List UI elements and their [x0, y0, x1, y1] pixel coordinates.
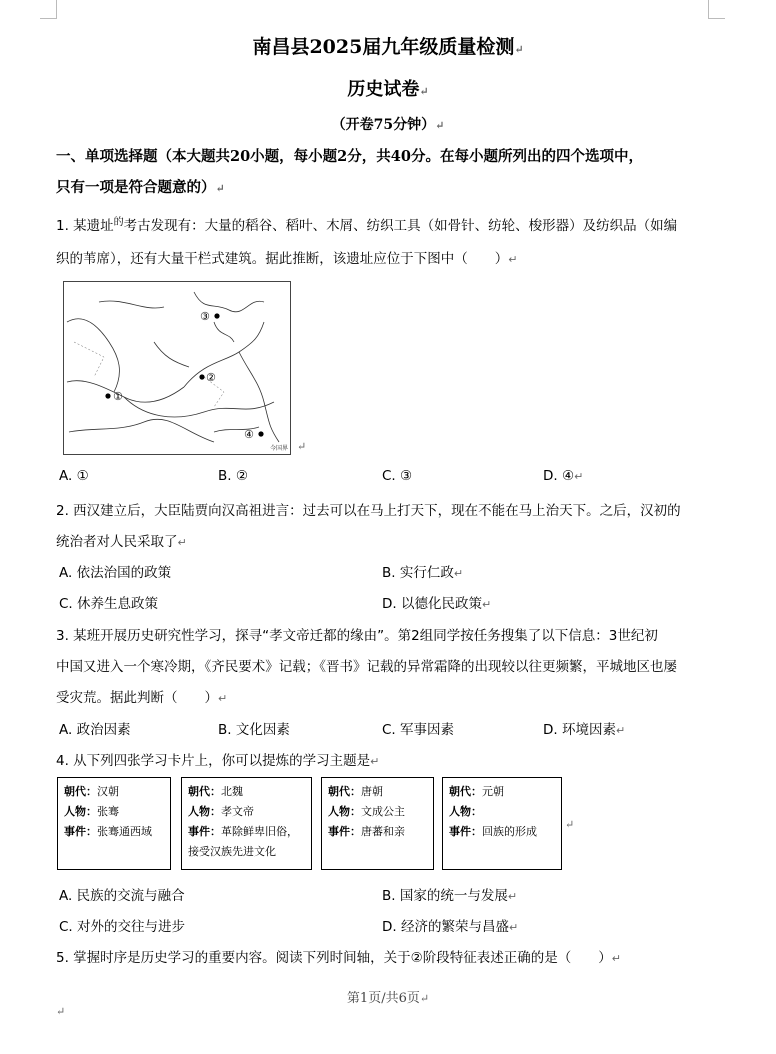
q2-option-c[interactable]: C. 休养生息政策 — [59, 596, 159, 612]
exam-note: （开卷75分钟）↵ — [331, 117, 445, 133]
q1-option-a[interactable]: A. ① — [59, 468, 89, 484]
q3-option-a[interactable]: A. 政治因素 — [59, 722, 131, 738]
map-marker-4-dot — [258, 431, 263, 436]
q1-map — [63, 281, 291, 455]
q3-option-d[interactable]: D. 环境因素↵ — [543, 722, 626, 738]
q2-option-d[interactable]: D. 以德化民政策↵ — [382, 596, 492, 612]
map-marker-2-dot — [199, 374, 204, 379]
q4-option-d[interactable]: D. 经济的繁荣与昌盛↵ — [382, 919, 519, 935]
q1-stem-line1: 1. 某遗址$^的$考古发现有：大量的稻谷、稻叶、木屑、纺织工具（如骨针、纺轮、梭形器）及纺织品（如编 — [56, 217, 678, 234]
q4-option-c[interactable]: C. 对外的交往与进步 — [59, 919, 186, 935]
card-person-row: 人物： — [449, 805, 482, 818]
q3-stem-line1: 3. 某班开展历史研究性学习，探寻“孝文帝迁都的缘由”。第2组同学按任务搜集了以下信息：3世纪初 — [56, 628, 658, 644]
map-paragraph-mark: ↵ — [297, 440, 307, 453]
card-dynasty-row: 朝代：唐朝 — [328, 785, 383, 798]
map-marker-1-label: ① — [113, 390, 123, 403]
q3-stem-line3: 受灾荒。据此判断（ ）↵ — [56, 690, 228, 706]
q1-option-d[interactable]: D. ④↵ — [543, 468, 584, 484]
study-card-beiwei — [181, 777, 312, 870]
subject-title: 历史试卷↵ — [347, 79, 429, 100]
study-card-han — [57, 777, 171, 870]
map-border-note: 今国界 — [270, 445, 289, 452]
study-card-yuan — [442, 777, 562, 870]
map-marker-2-label: ② — [206, 371, 216, 384]
card-event-row-cont: 接受汉族先进文化 — [188, 845, 276, 858]
q2-stem-line1: 2. 西汉建立后，大臣陆贾向汉高祖进言：过去可以在马上打天下，现在不能在马上治天下。之后，汉初的 — [56, 503, 681, 519]
study-card-tang — [321, 777, 434, 870]
q1-stem-line2: 织的苇席），还有大量干栏式建筑。据此推断，该遗址应位于下图中（ ）↵ — [56, 251, 518, 267]
page-footer: 第1页/共6页↵ — [346, 991, 430, 1006]
map-marker-3-dot — [214, 313, 219, 318]
card-event-row: 事件：回族的形成 — [449, 825, 537, 838]
map-marker-4-label: ④ — [244, 428, 254, 441]
q4-stem: 4. 从下列四张学习卡片上，你可以提炼的学习主题是↵ — [56, 753, 380, 769]
q2-option-a[interactable]: A. 依法治国的政策 — [59, 565, 172, 581]
map-marker-1-dot — [105, 393, 110, 398]
card-event-row: 事件：张骞通西域 — [64, 825, 152, 838]
q2-option-b[interactable]: B. 实行仁政↵ — [382, 565, 464, 581]
map-marker-3-label: ③ — [200, 310, 210, 323]
q3-option-b[interactable]: B. 文化因素 — [218, 722, 290, 738]
q3-stem-line2: 中国又进入一个寒冷期，《齐民要术》记载；《晋书》记载的异常霜降的出现较以往更频繁，平城地区也屡 — [56, 659, 677, 675]
card-person-row: 人物：张骞 — [64, 805, 119, 818]
card-person-row: 人物：孝文帝 — [188, 805, 254, 818]
section-heading-line2: 只有一项是符合题意的）↵ — [56, 179, 225, 196]
crop-mark-top-left — [40, 0, 57, 19]
q3-option-c[interactable]: C. 军事因素 — [382, 722, 455, 738]
crop-mark-top-right — [708, 0, 725, 19]
card-dynasty-row: 朝代：北魏 — [188, 785, 243, 798]
card-dynasty-row: 朝代：元朝 — [449, 785, 504, 798]
exam-title: 南昌县2025届九年级质量检测↵ — [252, 36, 524, 58]
q5-stem: 5. 掌握时序是历史学习的重要内容。阅读下列时间轴，关于②阶段特征表述正确的是（ ）↵ — [56, 950, 621, 966]
section-heading-line1: 一、单项选择题（本大题共20小题，每小题2分，共40分。在每小题所列出的四个选项中， — [56, 148, 643, 165]
card-dynasty-row: 朝代：汉朝 — [64, 785, 119, 798]
cards-paragraph-mark: ↵ — [565, 818, 575, 831]
q2-stem-line2: 统治者对人民采取了↵ — [56, 534, 187, 550]
q1-option-c[interactable]: C. ③ — [382, 468, 413, 484]
end-paragraph-mark: ↵ — [56, 1005, 66, 1018]
card-event-row: 事件：革除鲜卑旧俗， — [188, 825, 298, 838]
q4-option-b[interactable]: B. 国家的统一与发展↵ — [382, 888, 518, 904]
map-figure — [64, 282, 290, 454]
q1-option-b[interactable]: B. ② — [218, 468, 248, 484]
card-event-row: 事件：唐蕃和亲 — [328, 825, 405, 838]
card-person-row: 人物：文成公主 — [328, 805, 405, 818]
q4-option-a[interactable]: A. 民族的交流与融合 — [59, 888, 185, 904]
